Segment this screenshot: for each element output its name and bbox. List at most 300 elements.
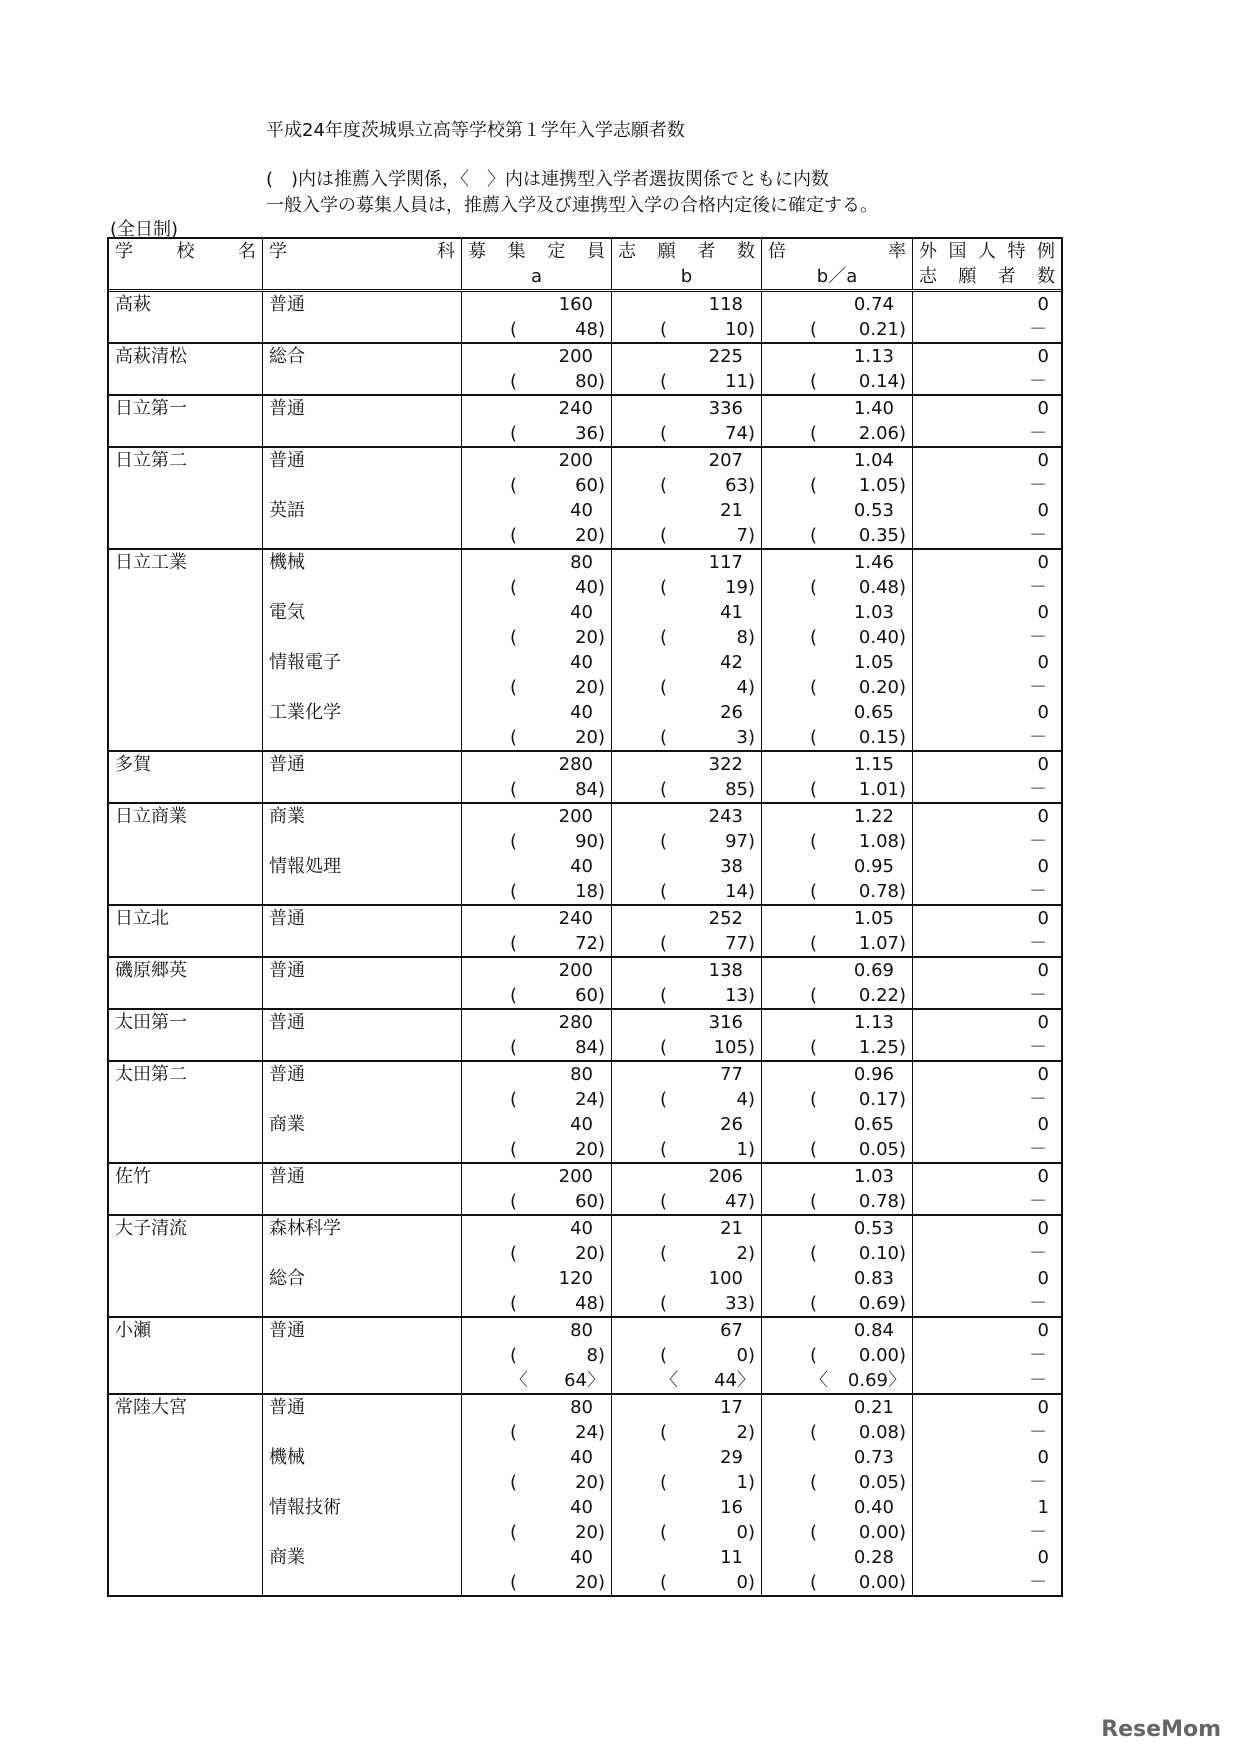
- ratio-value: 1.15: [853, 754, 894, 775]
- capacity-value: 80: [570, 1320, 593, 1341]
- capacity-value: 8: [586, 1345, 598, 1366]
- foreign-dash: －: [1029, 627, 1047, 648]
- capacity-cell: [462, 1368, 612, 1393]
- open-bracket: (: [660, 985, 668, 1006]
- school-name-empty: [109, 675, 263, 700]
- capacity-cell: [462, 650, 612, 675]
- capacity-cell: [462, 1520, 612, 1545]
- applicants-value: 118: [708, 294, 743, 315]
- table-row: [109, 1241, 1061, 1266]
- table-row: [109, 1062, 1061, 1087]
- capacity-value: 90: [575, 831, 598, 852]
- ratio-value: 0.22: [858, 985, 899, 1006]
- header-applicants: 志 願 者 数: [618, 241, 755, 262]
- program-name-empty: [263, 1087, 462, 1112]
- applicants-cell: [612, 317, 762, 342]
- open-bracket: (: [660, 475, 668, 496]
- open-bracket: (: [660, 1089, 668, 1110]
- capacity-cell: [462, 600, 612, 625]
- program-name-empty: [263, 421, 462, 446]
- foreign-count: 0: [1037, 500, 1049, 521]
- school-name-empty: [109, 725, 263, 750]
- capacity-cell: [462, 292, 612, 317]
- foreign-count: 0: [1037, 602, 1049, 623]
- foreign-dash: －: [1029, 1191, 1047, 1212]
- school-group: [109, 904, 1061, 956]
- school-group: [109, 1162, 1061, 1214]
- ratio-cell: [762, 777, 913, 802]
- table-row: [109, 421, 1061, 446]
- header-ratio: 倍 率: [768, 241, 906, 262]
- school-name-empty: [109, 931, 263, 956]
- ratio-value: 1.01: [858, 779, 899, 800]
- ratio-cell: [762, 1291, 913, 1316]
- table-row: [109, 1137, 1061, 1162]
- table-row: [109, 1445, 1061, 1470]
- program-name-empty: [263, 1241, 462, 1266]
- foreign-dash: －: [1029, 985, 1047, 1006]
- ratio-value: 0.08: [858, 1422, 899, 1443]
- applicants-value: 138: [708, 960, 743, 981]
- table-row: [109, 1112, 1061, 1137]
- capacity-value: 40: [570, 1547, 593, 1568]
- close-bracket: ): [898, 319, 906, 340]
- school-name-empty: [109, 523, 263, 548]
- school-name: 佐竹: [109, 1164, 263, 1189]
- capacity-cell: [462, 931, 612, 956]
- school-name: 高萩: [109, 292, 263, 317]
- ratio-cell: [762, 752, 913, 777]
- page-title: 平成24年度茨城県立高等学校第１学年入学志願者数: [266, 120, 685, 141]
- applicants-value: 4: [736, 677, 748, 698]
- ratio-value: 1.07: [858, 933, 899, 954]
- close-bracket: ): [898, 1472, 906, 1493]
- applicants-cell: [612, 906, 762, 931]
- applicants-cell: [612, 700, 762, 725]
- school-name-empty: [109, 625, 263, 650]
- open-bracket: (: [810, 1191, 818, 1212]
- applicants-value: 4: [736, 1089, 748, 1110]
- applicants-value: 19: [725, 577, 748, 598]
- table-body: [109, 292, 1061, 1595]
- ratio-value: 0.78: [858, 881, 899, 902]
- capacity-value: 40: [570, 856, 593, 877]
- ratio-cell: [762, 829, 913, 854]
- applicants-cell: [612, 879, 762, 904]
- applicants-cell: [612, 1087, 762, 1112]
- applicants-value: 336: [708, 398, 743, 419]
- capacity-cell: [462, 369, 612, 394]
- ratio-cell: [762, 1570, 913, 1595]
- close-bracket: ): [597, 677, 605, 698]
- open-bracket: (: [810, 1089, 818, 1110]
- applicants-cell: [612, 523, 762, 548]
- applicants-cell: [612, 396, 762, 421]
- ratio-cell: [762, 1137, 913, 1162]
- capacity-cell: [462, 1241, 612, 1266]
- capacity-value: 200: [558, 346, 593, 367]
- school-name-empty: [109, 777, 263, 802]
- close-bracket: ): [747, 779, 755, 800]
- ratio-cell: [762, 1010, 913, 1035]
- capacity-cell: [462, 550, 612, 575]
- capacity-cell: [462, 1062, 612, 1087]
- table-row: [109, 854, 1061, 879]
- table-row: [109, 1470, 1061, 1495]
- open-bracket: (: [510, 779, 518, 800]
- applicants-value: 29: [720, 1447, 743, 1468]
- applicants-cell: [612, 1164, 762, 1189]
- close-bracket: ): [898, 1243, 906, 1264]
- open-bracket: (: [810, 1522, 818, 1543]
- close-bracket: ): [747, 475, 755, 496]
- applicants-value: 33: [725, 1293, 748, 1314]
- program-name: 情報処理: [263, 854, 462, 879]
- capacity-value: 40: [570, 1114, 593, 1135]
- applicants-value: 252: [708, 908, 743, 929]
- school-name-empty: [109, 473, 263, 498]
- program-name-empty: [263, 575, 462, 600]
- program-name-empty: [263, 1189, 462, 1214]
- open-bracket: (: [510, 1037, 518, 1058]
- ratio-cell: [762, 675, 913, 700]
- close-bracket: ): [898, 1139, 906, 1160]
- applicants-value: 0: [736, 1522, 748, 1543]
- ratio-value: 1.13: [853, 1012, 894, 1033]
- ratio-value: 0.21: [853, 1397, 894, 1418]
- ratio-cell: [762, 854, 913, 879]
- school-name-empty: [109, 1241, 263, 1266]
- ratio-cell: [762, 344, 913, 369]
- applicants-cell: [612, 1368, 762, 1393]
- close-bracket: ): [597, 1243, 605, 1264]
- close-bracket: ): [597, 319, 605, 340]
- applicants-value: 14: [725, 881, 748, 902]
- foreign-count: 0: [1037, 1064, 1049, 1085]
- table-row: [109, 1395, 1061, 1420]
- applicants-value: 21: [720, 1218, 743, 1239]
- table-row: [109, 1318, 1061, 1343]
- capacity-value: 84: [575, 779, 598, 800]
- capacity-cell: [462, 725, 612, 750]
- applicants-cell: [612, 1318, 762, 1343]
- ratio-value: 0.15: [858, 727, 899, 748]
- open-bracket: (: [810, 1139, 818, 1160]
- capacity-cell: [462, 1087, 612, 1112]
- open-bracket: (: [660, 1139, 668, 1160]
- applicants-value: 316: [708, 1012, 743, 1033]
- school-name-empty: [109, 421, 263, 446]
- applicants-cell: [612, 498, 762, 523]
- school-name-empty: [109, 1570, 263, 1595]
- open-bracket: (: [810, 831, 818, 852]
- close-bracket: ): [898, 727, 906, 748]
- open-bracket: (: [810, 319, 818, 340]
- program-name: 普通: [263, 752, 462, 777]
- ratio-value: 0.73: [853, 1447, 894, 1468]
- program-name: 商業: [263, 1545, 462, 1570]
- ratio-cell: [762, 1395, 913, 1420]
- table-row: [109, 317, 1061, 342]
- close-bracket: ): [747, 423, 755, 444]
- open-bracket: (: [660, 1293, 668, 1314]
- program-name: 英語: [263, 498, 462, 523]
- ratio-value: 0.17: [858, 1089, 899, 1110]
- close-bracket: ): [747, 1472, 755, 1493]
- close-bracket: ): [747, 1345, 755, 1366]
- table-row: [109, 1087, 1061, 1112]
- applicants-value: 77: [725, 933, 748, 954]
- open-bracket: (: [660, 1345, 668, 1366]
- capacity-value: 20: [575, 1243, 598, 1264]
- open-bracket: (: [810, 933, 818, 954]
- capacity-cell: [462, 448, 612, 473]
- ratio-value: 0.40: [853, 1497, 894, 1518]
- close-bracket: ): [597, 779, 605, 800]
- program-name-empty: [263, 1291, 462, 1316]
- open-bracket: (: [810, 1293, 818, 1314]
- ratio-cell: [762, 958, 913, 983]
- applicants-cell: [612, 1112, 762, 1137]
- applicants-cell: [612, 1420, 762, 1445]
- school-group: [109, 1008, 1061, 1060]
- ratio-cell: [762, 983, 913, 1008]
- close-bracket: ): [898, 933, 906, 954]
- table-row: [109, 1164, 1061, 1189]
- program-name: 情報技術: [263, 1495, 462, 1520]
- ratio-cell: [762, 1318, 913, 1343]
- foreign-dash: －: [1029, 525, 1047, 546]
- table-row: [109, 879, 1061, 904]
- ratio-cell: [762, 1189, 913, 1214]
- table-row: [109, 1035, 1061, 1060]
- program-name-empty: [263, 1368, 462, 1393]
- close-bracket: ): [747, 1191, 755, 1212]
- header-foreign: 外国人特例: [919, 241, 1055, 262]
- ratio-cell: [762, 1062, 913, 1087]
- close-bracket: 〉: [888, 1370, 906, 1391]
- close-bracket: ): [597, 1472, 605, 1493]
- applicants-cell: [612, 1062, 762, 1087]
- foreign-count: 0: [1037, 960, 1049, 981]
- school-group: [109, 1316, 1061, 1393]
- capacity-cell: [462, 1010, 612, 1035]
- close-bracket: ): [597, 475, 605, 496]
- applicants-cell: [612, 421, 762, 446]
- school-name-empty: [109, 1420, 263, 1445]
- ratio-value: 1.22: [853, 806, 894, 827]
- applicants-value: 105: [713, 1037, 748, 1058]
- program-name: 森林科学: [263, 1216, 462, 1241]
- applicants-value: 16: [720, 1497, 743, 1518]
- capacity-value: 40: [570, 500, 593, 521]
- table-row: [109, 1189, 1061, 1214]
- applicants-cell: [612, 804, 762, 829]
- foreign-dash: －: [1029, 1293, 1047, 1314]
- ratio-cell: [762, 473, 913, 498]
- capacity-value: 60: [575, 985, 598, 1006]
- applicants-value: 207: [708, 450, 743, 471]
- close-bracket: ): [898, 627, 906, 648]
- open-bracket: (: [810, 727, 818, 748]
- applicants-cell: [612, 575, 762, 600]
- ratio-value: 0.05: [858, 1472, 899, 1493]
- ratio-value: 0.69: [858, 1293, 899, 1314]
- ratio-value: 1.08: [858, 831, 899, 852]
- school-group: [109, 292, 1061, 342]
- foreign-count: 0: [1037, 754, 1049, 775]
- capacity-cell: [462, 421, 612, 446]
- foreign-dash: －: [1029, 1370, 1047, 1391]
- ratio-cell: [762, 1470, 913, 1495]
- open-bracket: (: [660, 779, 668, 800]
- close-bracket: 〉: [587, 1370, 605, 1391]
- applicants-cell: [612, 1035, 762, 1060]
- capacity-value: 120: [558, 1268, 593, 1289]
- school-name-empty: [109, 983, 263, 1008]
- open-bracket: (: [660, 881, 668, 902]
- open-bracket: (: [810, 677, 818, 698]
- open-bracket: (: [660, 677, 668, 698]
- school-name-empty: [109, 1368, 263, 1393]
- ratio-value: 0.78: [858, 1191, 899, 1212]
- open-bracket: (: [810, 1472, 818, 1493]
- capacity-value: 48: [575, 1293, 598, 1314]
- ratio-cell: [762, 1087, 913, 1112]
- open-bracket: (: [510, 1243, 518, 1264]
- table-row: [109, 550, 1061, 575]
- close-bracket: ): [597, 831, 605, 852]
- school-name: 常陸大宮: [109, 1395, 263, 1420]
- capacity-value: 240: [558, 908, 593, 929]
- program-name: 電気: [263, 600, 462, 625]
- capacity-value: 200: [558, 450, 593, 471]
- capacity-cell: [462, 625, 612, 650]
- close-bracket: ): [747, 1037, 755, 1058]
- ratio-cell: [762, 725, 913, 750]
- open-bracket: 〈: [510, 1370, 528, 1391]
- applicants-cell: [612, 600, 762, 625]
- applicants-value: 2: [736, 1422, 748, 1443]
- ratio-value: 0.00: [858, 1345, 899, 1366]
- program-name-empty: [263, 523, 462, 548]
- capacity-value: 40: [570, 652, 593, 673]
- ratio-cell: [762, 1216, 913, 1241]
- open-bracket: (: [810, 525, 818, 546]
- table-row: [109, 473, 1061, 498]
- capacity-value: 40: [570, 702, 593, 723]
- open-bracket: (: [810, 1345, 818, 1366]
- open-bracket: (: [510, 371, 518, 392]
- close-bracket: ): [898, 1191, 906, 1212]
- open-bracket: (: [510, 627, 518, 648]
- table-row: [109, 804, 1061, 829]
- foreign-dash: －: [1029, 475, 1047, 496]
- applicants-value: 100: [708, 1268, 743, 1289]
- school-name-empty: [109, 650, 263, 675]
- ratio-value: 0.28: [853, 1547, 894, 1568]
- table-row: [109, 1495, 1061, 1520]
- program-name: 普通: [263, 1395, 462, 1420]
- school-name: 多賀: [109, 752, 263, 777]
- header-applicants-sub: b: [680, 266, 693, 287]
- ratio-value: 0.14: [858, 371, 899, 392]
- school-name: 太田第一: [109, 1010, 263, 1035]
- applicants-value: 0: [736, 1572, 748, 1593]
- ratio-value: 0.69: [847, 1370, 888, 1391]
- ratio-value: 1.05: [853, 652, 894, 673]
- applicants-value: 38: [720, 856, 743, 877]
- capacity-value: 60: [575, 1191, 598, 1212]
- ratio-cell: [762, 317, 913, 342]
- foreign-count: 0: [1037, 908, 1049, 929]
- open-bracket: (: [660, 577, 668, 598]
- foreign-dash: －: [1029, 1345, 1047, 1366]
- close-bracket: ): [747, 1243, 755, 1264]
- ratio-value: 0.65: [853, 702, 894, 723]
- close-bracket: ): [898, 423, 906, 444]
- program-name-empty: [263, 1520, 462, 1545]
- program-name: 商業: [263, 804, 462, 829]
- capacity-value: 20: [575, 627, 598, 648]
- foreign-count: 0: [1037, 1114, 1049, 1135]
- capacity-value: 40: [575, 577, 598, 598]
- applicants-cell: [612, 1395, 762, 1420]
- foreign-count: 0: [1037, 1320, 1049, 1341]
- close-bracket: ): [747, 831, 755, 852]
- open-bracket: (: [660, 831, 668, 852]
- close-bracket: ): [747, 985, 755, 1006]
- ratio-cell: [762, 523, 913, 548]
- foreign-dash: －: [1029, 1089, 1047, 1110]
- program-name-empty: [263, 1420, 462, 1445]
- open-bracket: (: [660, 319, 668, 340]
- capacity-value: 80: [570, 552, 593, 573]
- capacity-cell: [462, 1495, 612, 1520]
- foreign-dash: －: [1029, 371, 1047, 392]
- applicants-value: 42: [720, 652, 743, 673]
- ratio-value: 0.83: [853, 1268, 894, 1289]
- capacity-cell: [462, 1189, 612, 1214]
- ratio-cell: [762, 700, 913, 725]
- close-bracket: ): [747, 1572, 755, 1593]
- ratio-value: 0.95: [853, 856, 894, 877]
- capacity-value: 24: [575, 1422, 598, 1443]
- applicants-cell: [612, 448, 762, 473]
- applicants-value: 1: [736, 1472, 748, 1493]
- capacity-cell: [462, 700, 612, 725]
- program-name-empty: [263, 829, 462, 854]
- note-general-admission: 一般入学の募集人員は，推薦入学及び連携型入学の合格内定後に確定する。: [266, 195, 878, 216]
- applicants-cell: [612, 1445, 762, 1470]
- foreign-count: 0: [1037, 552, 1049, 573]
- table-row: [109, 396, 1061, 421]
- applicants-value: 2: [736, 1243, 748, 1264]
- open-bracket: (: [810, 985, 818, 1006]
- program-name: 商業: [263, 1112, 462, 1137]
- school-group: [109, 446, 1061, 548]
- program-name: 工業化学: [263, 700, 462, 725]
- capacity-cell: [462, 1137, 612, 1162]
- capacity-cell: [462, 829, 612, 854]
- open-bracket: (: [810, 423, 818, 444]
- applicants-value: 47: [725, 1191, 748, 1212]
- close-bracket: ): [597, 727, 605, 748]
- close-bracket: ): [747, 1422, 755, 1443]
- program-name-empty: [263, 1470, 462, 1495]
- open-bracket: (: [810, 371, 818, 392]
- table-row: [109, 1216, 1061, 1241]
